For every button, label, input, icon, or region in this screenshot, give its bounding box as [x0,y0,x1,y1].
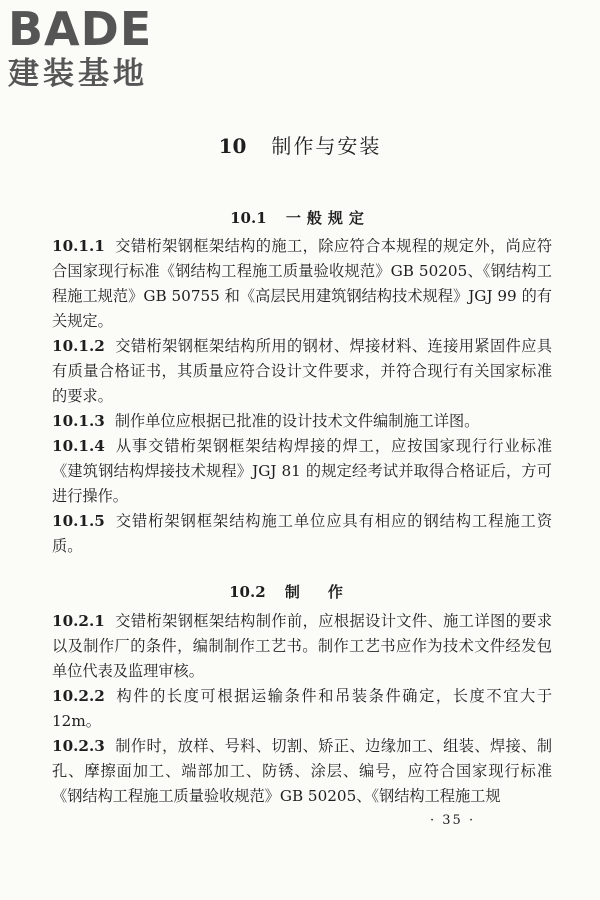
section-1-body [52,234,552,559]
paragraph [52,734,552,809]
section-number: 10.2 [229,583,266,601]
paragraph-text: 制作时，放样、号料、切割、矫正、边缘加工、组装、焊接、制孔、摩擦面加工、端部加工、防锈、涂层、编号，应符合国家现行标准《钢结构工程施工质量验收规范》GB 50205、《钢结构工程施工规 [52,737,552,805]
paragraph [52,684,552,734]
paragraph-text: 交错桁架钢框架结构施工单位应具有相应的钢结构工程施工资质。 [52,512,552,555]
paragraph-number: 10.1.1 [52,237,105,255]
paragraph-number: 10.1.2 [52,337,105,355]
paragraph [52,509,552,559]
page-number: · 35 · [430,813,476,828]
paragraph-text: 交错桁架钢框架结构制作前，应根据设计文件、施工详图的要求以及制作厂的条件，编制制作工艺书。制作工艺书应作为技术文件经发包单位代表及监理审核。 [52,612,552,680]
paragraph-number: 10.2.1 [52,612,105,630]
paragraph-number: 10.2.2 [52,687,105,705]
paragraph-text: 构件的长度可根据运输条件和吊装条件确定，长度不宜大于 12m。 [52,687,552,730]
paragraph-text: 交错桁架钢框架结构的施工，除应符合本规程的规定外，尚应符合国家现行标准《钢结构工程施工质量验收规范》GB 50205、《钢结构工程施工规范》GB 50755 和《高层民用建筑钢结构技术规程》JGJ 99 的有关规定。 [52,237,552,330]
section-title: 制作 [284,583,371,601]
chapter-title: 制作与安装 [271,134,382,158]
paragraph-text: 从事交错桁架钢框架结构焊接的焊工，应按国家现行行业标准《建筑钢结构焊接技术规程》JGJ 81 的规定经考试并取得合格证后，方可进行操作。 [52,437,552,505]
paragraph [52,234,552,334]
section-heading-1 [0,207,600,228]
paragraph [52,434,552,509]
paragraph-number: 10.2.3 [52,737,105,755]
paragraph [52,609,552,684]
paragraph-number: 10.1.5 [52,512,105,530]
paragraph [52,334,552,409]
chapter-number: 10 [218,134,247,158]
paragraph-text: 交错桁架钢框架结构所用的钢材、焊接材料、连接用紧固件应具有质量合格证书，其质量应符合设计文件要求，并符合现行有关国家标准的要求。 [52,337,552,405]
logo [8,4,178,92]
paragraph-number: 10.1.3 [52,412,105,430]
paragraph [52,409,552,434]
paragraph-number: 10.1.4 [52,437,105,455]
section-heading-2 [0,581,600,602]
logo-word: BADE [8,2,153,56]
section-number: 10.1 [230,209,267,227]
chapter-heading [0,130,600,159]
section-title: 一般规定 [285,209,370,227]
paragraph-text: 制作单位应根据已批准的设计技术文件编制施工详图。 [114,412,480,430]
section-2-body [52,609,552,809]
logo-subtitle: 建装基地 [8,56,148,92]
